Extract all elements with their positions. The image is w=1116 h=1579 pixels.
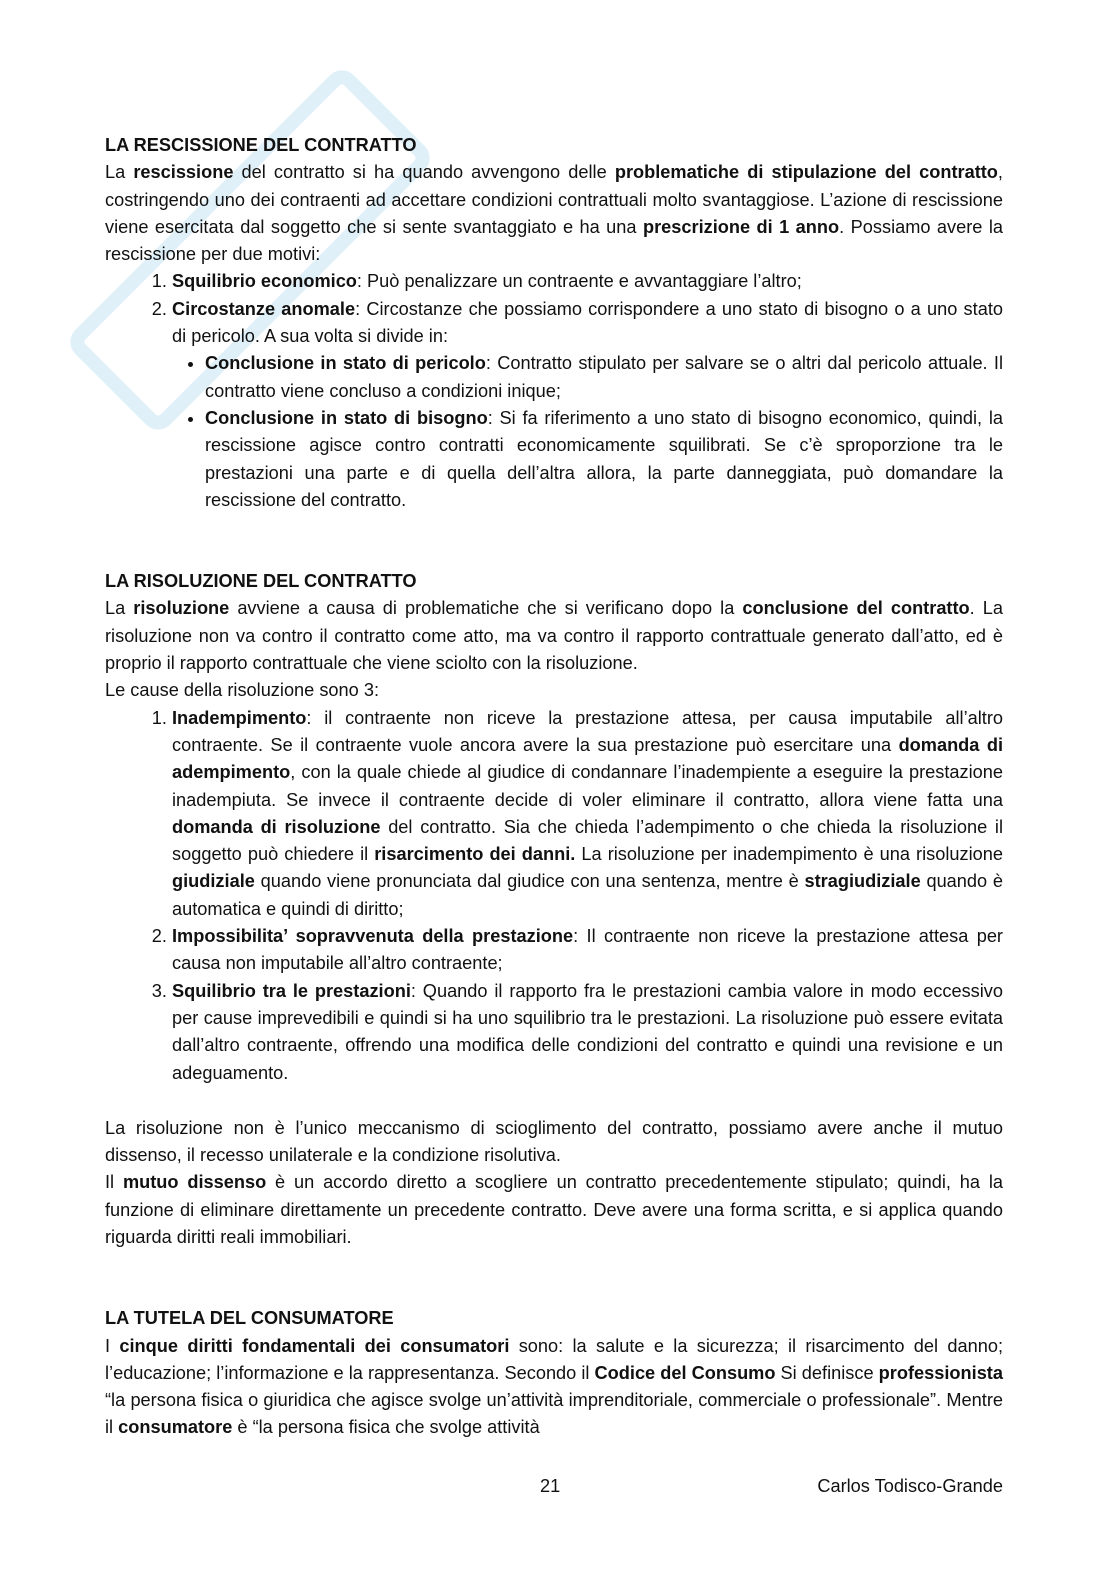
list-item: 2. Impossibilita’ sopravvenuta della prestazione: Il contraente non riceve la prestazione attesa per causa non imputabile all’altro contraente; [172,923,1003,978]
section-title-risoluzione: LA RISOLUZIONE DEL CONTRATTO [105,571,417,592]
bullet-list [172,350,1003,514]
page-number: 21 [540,1476,561,1496]
section-title-rescissione: LA RESCISSIONE DEL CONTRATTO [105,135,417,155]
list-item: 1. Inadempimento: il contraente non riceve la prestazione attesa, per causa imputabile all’altro contraente. Se il contraente vuole ancora avere la sua prestazione può esercitare una domanda di adempimento, con la quale chiede al giudice di condannare l’inadempiente a eseguire la prestazione inadempiuta. Se invece il contraente decide di voler eliminare il contratto, allora viene fatta una domanda di risoluzione del contratto. Sia che chieda l’adempimento o che chieda la risoluzione il soggetto può chiedere il risarcimento dei danni. La risoluzione per inadempimento è una risoluzione giudiziale quando viene pronunciata dal giudice con una sentenza, mentre è stragiudiziale quando è automatica e quindi di diritto; [172,705,1003,923]
paragraph: La risoluzione non è l’unico meccanismo di scioglimento del contratto, possiamo avere anche il mutuo dissenso, il recesso unilaterale e la condizione risolutiva. [105,1117,1003,1166]
paragraph: Le cause della risoluzione sono 3: [105,680,380,701]
paragraph: La rescissione del contratto si ha quando avvengono delle problematiche di stipulazione del contratto, costringendo uno dei contraenti ad accettare condizioni contrattuali molto svantaggiose. L’azione di rescissione viene esercitata dal soggetto che si sente svantaggiato e ha una prescrizione di 1 anno. Possiamo avere la rescissione per due motivi: [105,162,1004,265]
paragraph: La risoluzione avviene a causa di problematiche che si verificano dopo la conclusione del contratto. La risoluzione non va contro il contratto come atto, ma va contro il rapporto contrattuale generato dall’atto, ed è proprio il rapporto contrattuale che viene sciolto con la risoluzione. [105,598,1003,674]
section-title-tutela: LA TUTELA DEL CONSUMATORE [105,1308,394,1329]
list-item: 1. Squilibrio economico: Può penalizzare un contraente e avvantaggiare l’altro; [172,268,1003,295]
bullet-item: • Conclusione in stato di pericolo: Contratto stipulato per salvare se o altri dal pericolo attuale. Il contratto viene concluso a condizioni inique; [205,350,1003,405]
bullet-item: • Conclusione in stato di bisogno: Si fa riferimento a uno stato di bisogno economico, quindi, la rescissione agisce contro contratti economicamente squilibrati. Se c’è sproporzione tra le prestazioni una parte e di quella dell’altra allora, la parte danneggiata, può domandare la rescissione del contratto. [205,405,1003,514]
numbered-list [105,705,1003,1087]
paragraph: I cinque diritti fondamentali dei consumatori sono: la salute e la sicurezza; il risarcimento del danno; l’educazione; l’informazione e la rappresentanza. Secondo il Codice del Consumo Si definisce professionista “la persona fisica o giuridica che agisce svolge un’attività imprenditoriale, commerciale o professionale”. Mentre il consumatore è “la persona fisica che svolge attività [105,1335,1003,1438]
list-item: 2. Circostanze anomale: Circostanze che possiamo corrispondere a uno stato di bisogno o a uno stato di pericolo. A sua volta si divide in: • Conclusione in stato di pericolo: Contratto stipulato per salvare se o altri dal pericolo attuale. Il contratto viene concluso a condizioni inique; • Conclusione in stato di bisogno: Si fa riferimento a uno stato di bisogno economico, quindi, la rescissione agisce contro contratti economicamente squilibrati. Se c’è sproporzione tra le prestazioni una parte e di quella dell’altra allora, la parte danneggiata, può domandare la rescissione del contratto. [172,296,1003,514]
numbered-list [105,268,1003,514]
paragraph: Il mutuo dissenso è un accordo diretto a scogliere un contratto precedentemente stipulato; quindi, ha la funzione di eliminare direttamente un precedente contratto. Deve avere una forma scritta, e si applica quando riguarda diritti reali immobiliari. [105,1172,1003,1247]
document-page [105,132,1003,1442]
author-name: Carlos Todisco-Grande [817,1476,1003,1496]
list-item: 3. Squilibrio tra le prestazioni: Quando il rapporto fra le prestazioni cambia valore in modo eccessivo per cause imprevedibili e quindi si ha uno squilibrio tra le prestazioni. La risoluzione può essere evitata dall’altro contraente, offrendo una modifica delle condizioni del contratto e quindi una revisione e un adeguamento. [172,978,1003,1087]
